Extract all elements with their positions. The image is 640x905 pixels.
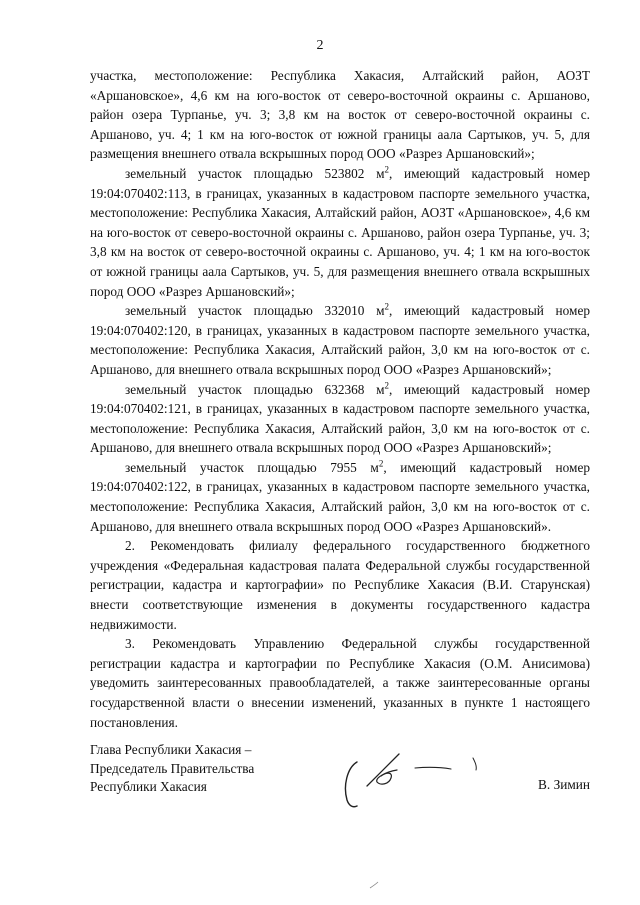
paragraph-continuation: участка, местоположение: Республика Хакасия, Алтайский район, АОЗТ «Аршановское», 4,6 км на юго-восток от северо-восточной окраины с. Аршаново, район озера Турпанье, уч. 3; 3,8 км на восток от северо-восточной окраины с. Аршаново, уч. 4; 1 км на юго-восток от южной границы аала Сартыков, уч. 5, для размещения внешнего отвала вскрышных пород ООО «Разрез Аршановский»; [90, 68, 590, 162]
paragraph-text: , имеющий кадастровый номер 19:04:070402:120, в границах, указанных в кадастровом паспорте земельного участка, местоположение: Республика Хакасия, Алтайский район, 3,0 км на юго-восток от с. Аршаново, для внешнего отвала вскрышных пород ООО «Разрез Аршановский»; [90, 303, 591, 377]
paragraph-text: , имеющий кадастровый номер 19:04:070402:121, в границах, указанных в кадастровом паспорте земельного участка, местоположение: Республика Хакасия, Алтайский район, 3,0 км на юго-восток от с. Аршаново, для внешнего отвала вскрышных пород ООО «Разрез Аршановский»; [90, 381, 591, 456]
paragraph-text: земельный участок площадью 7955 м [125, 459, 379, 475]
paragraph-text: земельный участок площадью 632368 м [125, 381, 385, 397]
paragraph-text: , имеющий кадастровый номер 19:04:070402:113, в границах, указанных в кадастровом паспорте земельного участка, местоположение: Республика Хакасия, Алтайский район, АОЗТ «Аршановское», 4,6 км на юго-восток от северо-восточной окраины с. Аршаново, район озера Турпанье, уч. 3; 3,8 км на восток от северо-восточной окраины с. Аршаново, уч. 4; 1 км на юго-восток от южной границы аала Сартыков, уч. 5, для размещения внешнего отвала вскрышных пород ООО «Разрез Аршановский»; [90, 165, 591, 299]
paragraph-land-plot-122 [90, 458, 590, 536]
signatory-position-line: Председатель Правительства [90, 760, 255, 776]
signatory-position [90, 741, 320, 797]
paragraph-item-3: 3. Рекомендовать Управлению Федеральной службы государственной регистрации кадастра и картографии по Республике Хакасия (О.М. Анисимова) уведомить заинтересованных правообладателей, а также заинтересованные органы государственной власти о внесении изменений, указанных в пункте 1 настоящего постановления. [90, 636, 590, 730]
paragraph-text: земельный участок площадью 332010 м [125, 303, 385, 319]
paragraph-text: земельный участок площадью 523802 м [125, 165, 385, 181]
page-number: 2 [316, 38, 324, 53]
area-unit-superscript: 2 [378, 458, 384, 469]
document-body [90, 66, 590, 732]
paragraph-land-plot-120 [90, 301, 590, 379]
handwritten-signature [335, 738, 495, 812]
paragraph-item-2: 2. Рекомендовать филиалу федерального государственного бюджетного учреждения «Федеральная кадастровая палата Федеральной службы государственной регистрации, кадастра и картографии» по Республике Хакасия (В.И. Старунская) внести соответствующие изменения в документы государственного кадастра недвижимости. [90, 538, 590, 632]
paragraph-land-plot-113 [90, 164, 590, 301]
area-unit-superscript: 2 [384, 301, 390, 312]
area-unit-superscript: 2 [384, 164, 390, 175]
signatory-name: В. Зимин [538, 777, 590, 792]
paragraph-text: , имеющий кадастровый номер 19:04:070402:122, в границах, указанных в кадастровом паспорте земельного участка, местоположение: Республика Хакасия, Алтайский район, 3,0 км на юго-восток от с. Аршаново, для внешнего отвала вскрышных пород ООО «Разрез Аршановский». [90, 459, 591, 534]
signatory-position-line: Глава Республики Хакасия – [90, 742, 252, 757]
scan-artifact-mark [368, 880, 380, 890]
paragraph-land-plot-121 [90, 380, 590, 458]
signatory-position-line: Республики Хакасия [90, 779, 207, 794]
area-unit-superscript: 2 [384, 380, 390, 391]
